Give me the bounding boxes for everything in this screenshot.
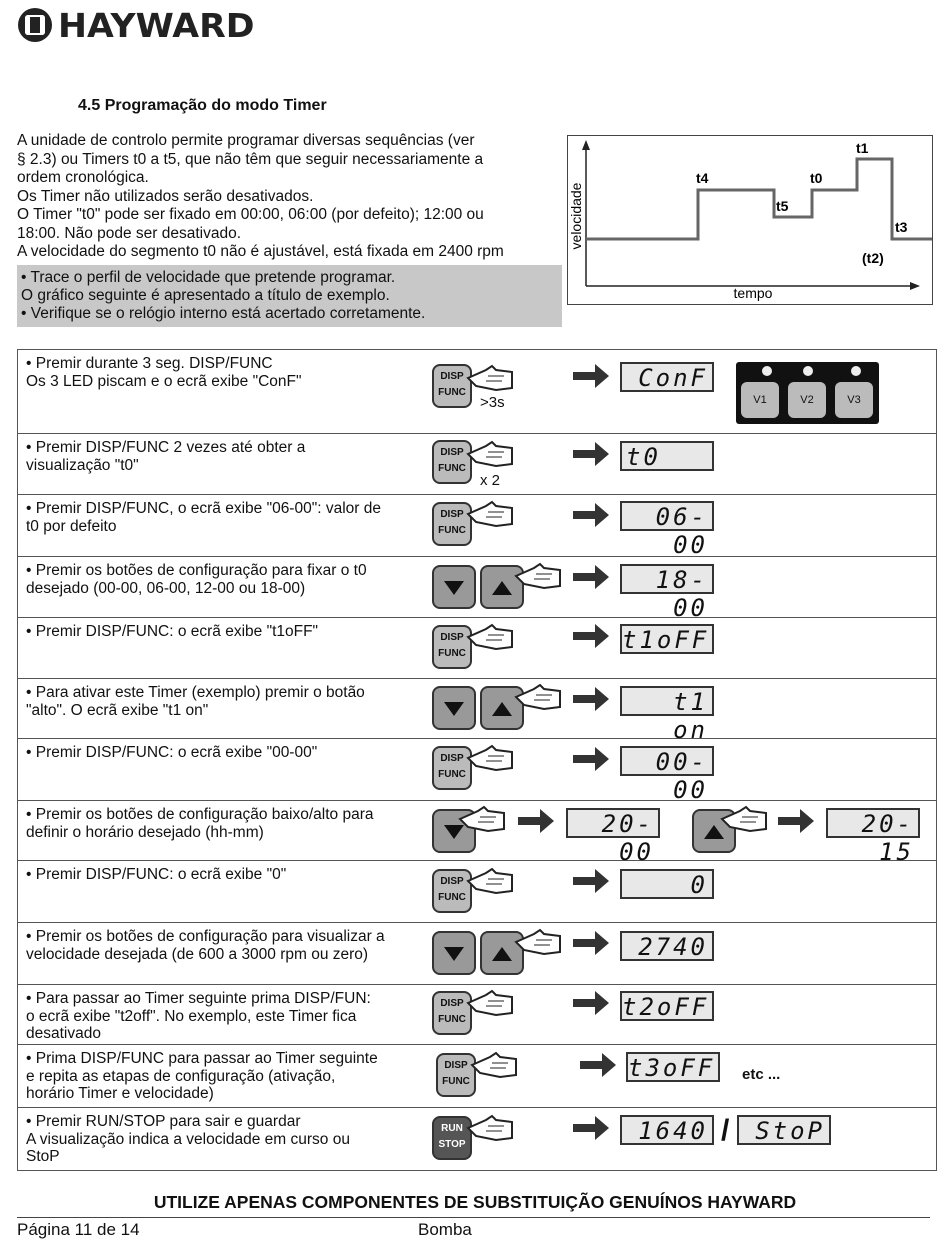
pointing-hand-icon [466,744,516,774]
hayward-logo-mark-icon [18,8,52,42]
v3-button: V3 [835,382,873,418]
btn-label: DISP [440,509,464,520]
footer-divider [17,1217,930,1218]
btn-label: FUNC [438,892,466,903]
right-arrow-icon [573,565,611,589]
intro-line: O Timer "t0" pode ser fixado em 00:00, 06:00 (por defeito); 12:00 ou [17,206,484,223]
btn-label: DISP [440,447,464,458]
step-line: desativado [26,1025,101,1042]
btn-label: FUNC [438,525,466,536]
btn-label: RUN [441,1123,463,1134]
v1-button: V1 [741,382,779,418]
btn-label: STOP [438,1139,466,1150]
lcd-display: 00-00 [620,746,714,776]
btn-label: DISP [444,1060,468,1071]
step-text [26,623,426,641]
btn-label: FUNC [442,1076,470,1087]
page-number: Página 11 de 14 [17,1220,140,1239]
step-line: o ecrã exibe "t2off". No exemplo, este Timer fica [26,1007,357,1025]
step-line: • Para passar ao Timer seguinte prima DISP/FUN: [26,990,371,1007]
up-triangle-icon [492,945,512,961]
step-line: definir o horário desejado (hh-mm) [26,823,264,841]
step-text [26,1050,426,1103]
pointing-hand-icon [466,623,516,653]
right-arrow-icon [778,809,816,833]
x-axis-arrow-icon [910,282,920,290]
lcd-display: 20-15 [826,808,920,838]
pointing-hand-icon [458,805,508,835]
btn-label: FUNC [438,387,466,398]
right-arrow-icon [573,442,611,466]
pointing-hand-icon [466,1114,516,1144]
btn-label: FUNC [438,769,466,780]
down-button [432,931,476,975]
lcd-display: t3oFF [626,1052,720,1082]
label-t3: t3 [895,219,908,235]
pointing-hand-icon [720,805,770,835]
pointing-hand-icon [466,867,516,897]
hayward-logo [18,6,255,45]
step-row [18,801,936,866]
step-line: • Premir DISP/FUNC 2 vezes até obter a [26,439,306,456]
btn-label: DISP [440,753,464,764]
brand-name: HAYWARD [58,6,255,45]
step-line: "alto". O ecrã exibe "t1 on" [26,701,209,719]
led-speed-panel [736,362,879,424]
step-line: Os 3 LED piscam e o ecrã exibe "ConF" [26,372,302,390]
step-row [18,923,936,985]
x-axis-label: tempo [733,285,773,301]
btn-label: FUNC [438,648,466,659]
right-arrow-icon [573,747,611,771]
step-line: t0 por defeito [26,517,117,535]
pointing-hand-icon [470,1051,520,1081]
label-t4: t4 [696,170,709,186]
intro-line: § 2.3) ou Timers t0 a t5, que não têm que seguir necessariamente a [17,150,484,168]
step-text [26,684,426,719]
pointing-hand-icon [466,500,516,530]
y-axis-arrow-icon [582,140,590,150]
steps-table [17,349,937,1171]
step-line: visualização "t0" [26,456,139,474]
pointing-hand-icon [514,562,564,592]
lcd-display: 18-00 [620,564,714,594]
pointing-hand-icon [466,440,516,470]
intro-paragraph [17,132,562,262]
separator: / [721,1114,730,1147]
speed-profile-diagram [567,135,933,305]
btn-label: DISP [440,998,464,1009]
step-text [26,1113,426,1166]
step-line: • Prima DISP/FUNC para passar ao Timer seguinte [26,1050,378,1067]
step-text [26,355,426,390]
lcd-display: t1oFF [620,624,714,654]
step-line: horário Timer e velocidade) [26,1085,214,1102]
btn-label: FUNC [438,1014,466,1025]
lcd-display: 20-00 [566,808,660,838]
pointing-hand-icon [514,683,564,713]
step-line: • Premir durante 3 seg. DISP/FUNC [26,355,273,372]
right-arrow-icon [573,364,611,388]
step-row [18,495,936,557]
step-row [18,679,936,744]
product-name: Bomba [418,1220,472,1239]
step-row [18,985,936,1045]
lcd-display: 1640 [620,1115,714,1145]
step-line: e repita as etapas de configuração (ativação, [26,1067,336,1085]
label-t0: t0 [810,170,823,186]
speed-profile-svg [568,136,932,304]
intro-line: 18:00. Não pode ser desativado. [17,224,242,242]
step-line: • Premir RUN/STOP para sair e guardar [26,1113,301,1130]
lcd-display: t2oFF [620,991,714,1021]
step-row [18,434,936,495]
step-row [18,1108,936,1171]
v2-button: V2 [788,382,826,418]
down-triangle-icon [444,579,464,595]
repeat-note: x 2 [480,472,501,489]
right-arrow-icon [573,624,611,648]
step-text [26,990,426,1043]
lcd-display: 2740 [620,931,714,961]
right-arrow-icon [518,809,556,833]
right-arrow-icon [573,503,611,527]
step-text [26,806,426,841]
btn-label: FUNC [438,463,466,474]
up-triangle-icon [492,700,512,716]
step-line: • Premir DISP/FUNC: o ecrã exibe "0" [26,866,287,883]
led-icon [851,366,861,376]
step-text [26,562,426,597]
down-triangle-icon [444,945,464,961]
step-row [18,618,936,679]
label-t1: t1 [856,140,869,156]
instructions-box [17,265,562,327]
up-triangle-icon [492,579,512,595]
down-button [432,686,476,730]
btn-label: DISP [440,876,464,887]
right-arrow-icon [573,931,611,955]
step-text [26,928,426,963]
label-t2: (t2) [862,250,884,266]
step-line: velocidade desejada (de 600 a 3000 rpm ou zero) [26,945,369,963]
step-line: • Para ativar este Timer (exemplo) premir o botão [26,684,365,701]
step-line: • Premir os botões de configuração baixo/alto para [26,806,374,823]
instruction-line: • Verifique se o relógio interno está acertado corretamente. [21,305,426,322]
right-arrow-icon [580,1053,618,1077]
step-line: • Premir DISP/FUNC: o ecrã exibe "t1oFF" [26,623,319,640]
etc-note: etc ... [742,1066,781,1083]
lcd-display: 06-00 [620,501,714,531]
step-text [26,439,426,474]
step-row [18,861,936,923]
pointing-hand-icon [514,928,564,958]
footer-title: UTILIZE APENAS COMPONENTES DE SUBSTITUIÇÃO GENUÍNOS HAYWARD [153,1192,797,1212]
section-title: 4.5 Programação do modo Timer [78,97,327,114]
step-text [26,500,426,535]
intro-line: A velocidade do segmento t0 não é ajustável, está fixada em 2400 rpm [17,243,504,260]
intro-line: ordem cronológica. [17,169,149,186]
step-row [18,1045,936,1108]
pointing-hand-icon [466,364,516,394]
lcd-display: StoP [737,1115,831,1145]
step-line: • Premir os botões de configuração para fixar o t0 [26,562,367,579]
step-line: • Premir DISP/FUNC: o ecrã exibe "00-00" [26,744,318,761]
step-row [18,739,936,804]
down-button [432,565,476,609]
lcd-display: t1 on [620,686,714,716]
step-row [18,350,936,434]
right-arrow-icon [573,991,611,1015]
step-text [26,744,426,762]
step-line: desejado (00-00, 06-00, 12-00 ou 18-00) [26,579,306,597]
intro-line: Os Timer não utilizados serão desativados. [17,187,314,205]
instruction-line: O gráfico seguinte é apresentado a título de exemplo. [21,287,390,304]
right-arrow-icon [573,1116,611,1140]
hold-note: >3s [480,394,505,411]
pointing-hand-icon [466,989,516,1019]
step-row [18,557,936,622]
led-icon [762,366,772,376]
step-line: A visualização indica a velocidade em curso ou [26,1130,350,1148]
step-line: StoP [26,1148,60,1165]
btn-label: DISP [440,371,464,382]
instruction-line: • Trace o perfil de velocidade que pretende programar. [21,269,396,286]
lcd-display: ConF [620,362,714,392]
led-icon [803,366,813,376]
right-arrow-icon [573,869,611,893]
down-triangle-icon [444,700,464,716]
btn-label: DISP [440,632,464,643]
lcd-display: t0 [620,441,714,471]
lcd-display: 0 [620,869,714,899]
intro-line: A unidade de controlo permite programar diversas sequências (ver [17,132,475,149]
right-arrow-icon [573,687,611,711]
speed-profile-line [586,159,932,239]
step-text [26,866,426,884]
y-axis-label: velocidade [568,182,584,250]
step-line: • Premir DISP/FUNC, o ecrã exibe "06-00": valor de [26,500,381,517]
label-t5: t5 [776,198,789,214]
step-line: • Premir os botões de configuração para visualizar a [26,928,385,945]
